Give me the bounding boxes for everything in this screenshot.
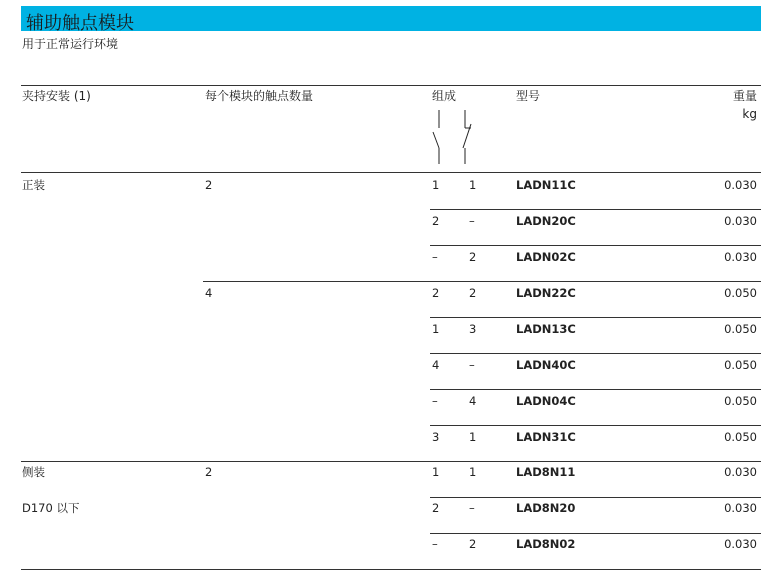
subgroup-rule bbox=[203, 281, 761, 282]
row-nc-count: 3 bbox=[469, 322, 477, 336]
row-no-count: 2 bbox=[432, 501, 440, 515]
header-top-rule bbox=[21, 85, 761, 86]
header-contacts-per-module: 每个模块的触点数量 bbox=[205, 89, 314, 103]
row-nc-count: 2 bbox=[469, 537, 477, 551]
row-weight: 0.030 bbox=[724, 250, 757, 264]
row-no-count: 2 bbox=[432, 214, 440, 228]
row-no-count: – bbox=[432, 537, 438, 551]
row-no-count: 2 bbox=[432, 286, 440, 300]
row-model: LAD8N11 bbox=[516, 465, 576, 479]
contact-symbols-icon bbox=[430, 106, 480, 166]
row-model: LADN04C bbox=[516, 394, 576, 408]
row-nc-count: 1 bbox=[469, 430, 477, 444]
row-weight: 0.050 bbox=[724, 394, 757, 408]
subgroup-count: 4 bbox=[205, 286, 213, 300]
row-nc-count: 2 bbox=[469, 286, 477, 300]
row-no-count: 3 bbox=[432, 430, 440, 444]
row-model: LAD8N20 bbox=[516, 501, 576, 515]
row-no-count: – bbox=[432, 394, 438, 408]
header-composition: 组成 bbox=[432, 89, 457, 103]
row-nc-count: – bbox=[469, 501, 475, 515]
row-weight: 0.050 bbox=[724, 322, 757, 336]
header-mounting: 夹持安装 (1) bbox=[22, 89, 91, 103]
row-weight: 0.030 bbox=[724, 537, 757, 551]
page-subtitle: 用于正常运行环境 bbox=[22, 37, 119, 51]
row-rule bbox=[430, 209, 761, 210]
row-model: LAD8N02 bbox=[516, 537, 576, 551]
header-bottom-rule bbox=[21, 172, 761, 173]
row-weight: 0.030 bbox=[724, 214, 757, 228]
row-no-count: 1 bbox=[432, 178, 440, 192]
row-weight: 0.030 bbox=[724, 465, 757, 479]
row-no-count: 1 bbox=[432, 465, 440, 479]
row-weight: 0.030 bbox=[724, 501, 757, 515]
row-rule bbox=[430, 245, 761, 246]
group-note-side: D170 以下 bbox=[22, 501, 80, 515]
row-rule bbox=[430, 425, 761, 426]
subgroup-count: 2 bbox=[205, 465, 213, 479]
row-nc-count: 2 bbox=[469, 250, 477, 264]
row-rule bbox=[430, 317, 761, 318]
row-weight: 0.050 bbox=[724, 430, 757, 444]
row-nc-count: 4 bbox=[469, 394, 477, 408]
row-no-count: 4 bbox=[432, 358, 440, 372]
row-model: LADN20C bbox=[516, 214, 576, 228]
row-model: LADN11C bbox=[516, 178, 576, 192]
page-title: 辅助触点模块 bbox=[26, 13, 134, 34]
row-no-count: – bbox=[432, 250, 438, 264]
group-label-side: 侧装 bbox=[22, 465, 45, 479]
row-model: LADN02C bbox=[516, 250, 576, 264]
subgroup-count: 2 bbox=[205, 178, 213, 192]
row-rule bbox=[430, 533, 761, 534]
row-weight: 0.050 bbox=[724, 358, 757, 372]
row-no-count: 1 bbox=[432, 322, 440, 336]
row-nc-count: 1 bbox=[469, 178, 477, 192]
table-bottom-rule bbox=[21, 569, 761, 570]
row-model: LADN13C bbox=[516, 322, 576, 336]
header-model: 型号 bbox=[516, 89, 541, 103]
row-rule bbox=[430, 389, 761, 390]
row-weight: 0.030 bbox=[724, 178, 757, 192]
row-model: LADN22C bbox=[516, 286, 576, 300]
group-rule bbox=[21, 461, 761, 462]
row-model: LADN31C bbox=[516, 430, 576, 444]
group-label-front: 正装 bbox=[22, 178, 45, 192]
row-nc-count: – bbox=[469, 358, 475, 372]
header-weight: 重量 bbox=[732, 89, 757, 103]
row-weight: 0.050 bbox=[724, 286, 757, 300]
header-weight-unit: kg bbox=[742, 107, 757, 121]
row-rule bbox=[430, 497, 761, 498]
row-nc-count: 1 bbox=[469, 465, 477, 479]
row-rule bbox=[430, 353, 761, 354]
row-model: LADN40C bbox=[516, 358, 576, 372]
row-nc-count: – bbox=[469, 214, 475, 228]
